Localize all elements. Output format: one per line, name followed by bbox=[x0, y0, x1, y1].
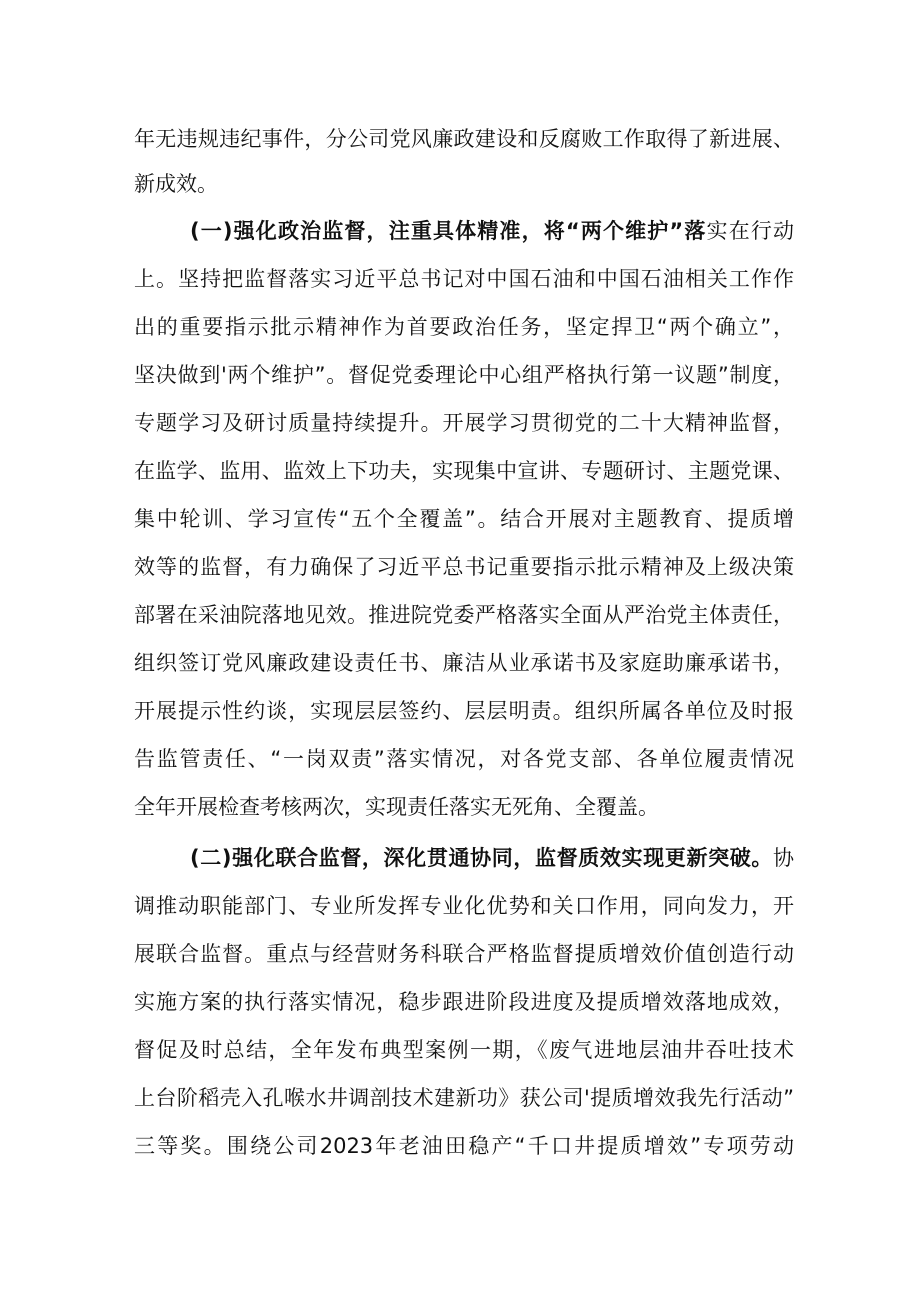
text-line: 上。坚持把监督落实习近平总书记对中国石油和中国石油相关工作作 bbox=[134, 267, 794, 291]
heading-bold-text: (二)强化联合监督，深化贯通协同，监督质效实现更新突破。 bbox=[190, 846, 773, 870]
text-line: 全年开展检查考核两次，实现责任落实无死角、全覆盖。 bbox=[134, 795, 659, 819]
text-line: 督促及时总结，全年发布典型案例一期，《废气进地层油井吞吐技术 bbox=[134, 1038, 794, 1062]
text-line: 告监管责任、“一岗双责”落实情况，对各党支部、各单位履责情况 bbox=[134, 747, 794, 771]
text-line: 三等奖。围绕公司2023年老油田稳产“千口井提质增效”专项劳动 bbox=[134, 1134, 794, 1158]
section-heading-2: (二)强化联合监督，深化贯通协同，监督质效实现更新突破。协 bbox=[190, 846, 794, 870]
text-line: 年无违规违纪事件，分公司党风廉政建设和反腐败工作取得了新进展、 bbox=[134, 127, 794, 151]
heading-bold-text: (一)强化政治监督，注重具体精准，将“两个维护”落 bbox=[190, 219, 707, 243]
text-line: 展联合监督。重点与经营财务科联合严格监督提质增效价值创造行动 bbox=[134, 942, 794, 966]
section-heading-1: (一)强化政治监督，注重具体精准，将“两个维护”落实在行动 bbox=[190, 219, 794, 243]
text-line: 新成效。 bbox=[134, 172, 218, 196]
text-line: 部署在采油院落地见效。推进院党委严格落实全面从严治党主体责任， bbox=[134, 603, 794, 627]
text-line: 效等的监督，有力确保了习近平总书记重要指示批示精神及上级决策 bbox=[134, 555, 794, 579]
text-line: 专题学习及研讨质量持续提升。开展学习贯彻党的二十大精神监督， bbox=[134, 411, 794, 435]
text-line: 在监学、监用、监效上下功夫，实现集中宣讲、专题研讨、主题党课、 bbox=[134, 459, 794, 483]
text-line: 调推动职能部门、专业所发挥专业化优势和关口作用，同向发力，开 bbox=[134, 894, 794, 918]
text-line: 上台阶稻壳入孔喉水井调剖技术建新功》获公司'提质增效我先行活动” bbox=[134, 1086, 794, 1110]
text-line: 坚决做到'两个维护”。督促党委理论中心组严格执行第一议题”制度， bbox=[134, 363, 794, 387]
text-line: 开展提示性约谈，实现层层签约、层层明责。组织所属各单位及时报 bbox=[134, 699, 794, 723]
text-line: 实施方案的执行落实情况，稳步跟进阶段进度及提质增效落地成效， bbox=[134, 990, 794, 1014]
text-line: 出的重要指示批示精神作为首要政治任务，坚定捍卫“两个确立”， bbox=[134, 315, 794, 339]
text-line: 集中轮训、学习宣传“五个全覆盖”。结合开展对主题教育、提质增 bbox=[134, 507, 794, 531]
text-line: 组织签订党风廉政建设责任书、廉洁从业承诺书及家庭助廉承诺书， bbox=[134, 651, 794, 675]
